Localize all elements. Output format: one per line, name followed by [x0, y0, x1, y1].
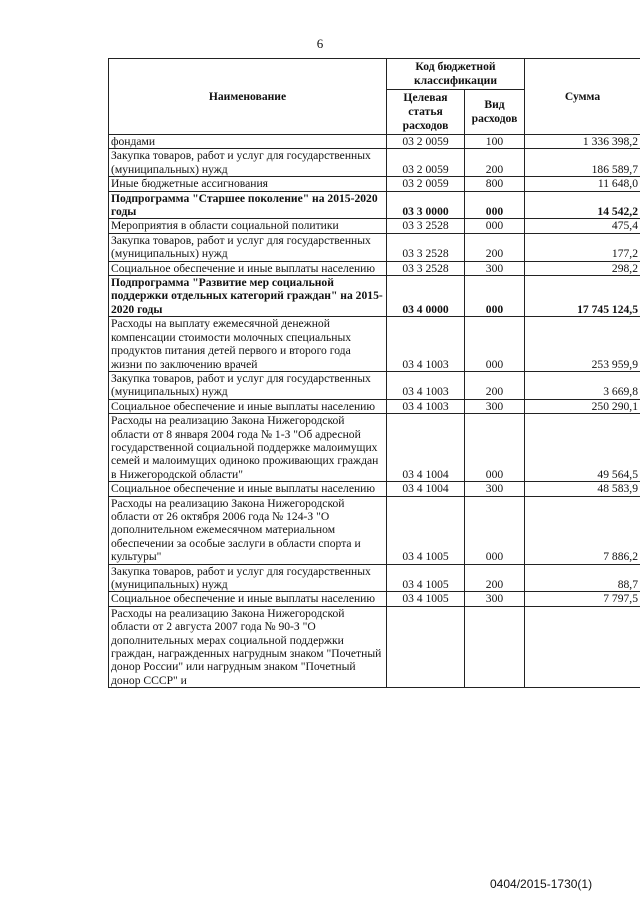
row-expense-type: 000: [465, 219, 525, 233]
row-expense-type: 000: [465, 191, 525, 219]
row-target-article: 03 4 1003: [387, 317, 465, 372]
row-sum: 49 564,5: [525, 414, 640, 482]
row-expense-type: 200: [465, 233, 525, 261]
row-expense-type: 000: [465, 496, 525, 564]
row-sum: 1 336 398,2: [525, 135, 640, 149]
row-name: Социальное обеспечение и иные выплаты населению: [109, 482, 387, 496]
document-number: 0404/2015-1730(1): [490, 877, 593, 891]
row-name: Иные бюджетные ассигнования: [109, 177, 387, 191]
row-target-article: 03 3 0000: [387, 191, 465, 219]
row-name: Закупка товаров, работ и услуг для государственных (муниципальных) нужд: [109, 371, 387, 399]
row-target-article: 03 4 1005: [387, 496, 465, 564]
table-row: [109, 177, 640, 191]
table-row: [109, 149, 640, 177]
row-sum: [525, 606, 640, 687]
row-expense-type: 800: [465, 177, 525, 191]
row-target-article: 03 4 1003: [387, 399, 465, 413]
row-sum: 17 745 124,5: [525, 276, 640, 317]
row-expense-type: 300: [465, 482, 525, 496]
row-name: Расходы на выплату ежемесячной денежной компенсации стоимости молочных специальных продуктов питания детей первого и второго года жизни по заключению врачей: [109, 317, 387, 372]
row-expense-type: 000: [465, 317, 525, 372]
table-row: [109, 482, 640, 496]
table-row: [109, 276, 640, 317]
table-body: [109, 135, 640, 688]
table-row: [109, 261, 640, 275]
row-target-article: 03 2 0059: [387, 149, 465, 177]
row-target-article: 03 2 0059: [387, 177, 465, 191]
table-row: [109, 371, 640, 399]
row-name: Расходы на реализацию Закона Нижегородской области от 8 января 2004 года № 1-З "Об адресной государственной социальной поддержке малоимущих семей и малоимущих одиноко проживающих граждан в Нижегородской области": [109, 414, 387, 482]
row-target-article: 03 4 1005: [387, 592, 465, 606]
table-row: [109, 564, 640, 592]
budget-table: [108, 58, 640, 688]
row-expense-type: [465, 606, 525, 687]
row-target-article: 03 4 0000: [387, 276, 465, 317]
row-sum: 253 959,9: [525, 317, 640, 372]
row-sum: 186 589,7: [525, 149, 640, 177]
table-row: [109, 399, 640, 413]
header-name: Наименование: [109, 59, 387, 135]
row-name: Подпрограмма "Развитие мер социальной поддержки отдельных категорий граждан" на 2015-2020 годы: [109, 276, 387, 317]
row-sum: 7 797,5: [525, 592, 640, 606]
row-expense-type: 300: [465, 261, 525, 275]
row-expense-type: 000: [465, 276, 525, 317]
table-row: [109, 135, 640, 149]
table-row: [109, 606, 640, 687]
row-sum: 475,4: [525, 219, 640, 233]
row-name: Закупка товаров, работ и услуг для государственных (муниципальных) нужд: [109, 564, 387, 592]
row-sum: 48 583,9: [525, 482, 640, 496]
row-sum: 7 886,2: [525, 496, 640, 564]
row-sum: 250 290,1: [525, 399, 640, 413]
row-expense-type: 300: [465, 592, 525, 606]
row-sum: 3 669,8: [525, 371, 640, 399]
header-target-article: Целевая статья расходов: [387, 90, 465, 135]
row-expense-type: 300: [465, 399, 525, 413]
row-name: Подпрограмма "Старшее поколение" на 2015-2020 годы: [109, 191, 387, 219]
table-row: [109, 233, 640, 261]
row-target-article: 03 4 1003: [387, 371, 465, 399]
row-name: Социальное обеспечение и иные выплаты населению: [109, 261, 387, 275]
row-name: Закупка товаров, работ и услуг для государственных (муниципальных) нужд: [109, 233, 387, 261]
row-sum: 88,7: [525, 564, 640, 592]
table-row: [109, 414, 640, 482]
row-sum: 298,2: [525, 261, 640, 275]
row-target-article: 03 4 1004: [387, 414, 465, 482]
table-row: [109, 317, 640, 372]
row-name: Расходы на реализацию Закона Нижегородской области от 2 августа 2007 года № 90-З "О дополнительных мерах социальной поддержки граждан, награжденных нагрудным знаком "Почетный донор России" или нагрудным знаком "Почетный донор СССР" и: [109, 606, 387, 687]
table-row: [109, 592, 640, 606]
row-name: Социальное обеспечение и иные выплаты населению: [109, 399, 387, 413]
row-name: Мероприятия в области социальной политики: [109, 219, 387, 233]
row-sum: 14 542,2: [525, 191, 640, 219]
table-row: [109, 496, 640, 564]
table-row: [109, 191, 640, 219]
row-target-article: 03 3 2528: [387, 233, 465, 261]
row-name: Закупка товаров, работ и услуг для государственных (муниципальных) нужд: [109, 149, 387, 177]
row-expense-type: 200: [465, 371, 525, 399]
row-name: Социальное обеспечение и иные выплаты населению: [109, 592, 387, 606]
header-sum: Сумма: [525, 59, 640, 135]
row-target-article: 03 4 1005: [387, 564, 465, 592]
row-target-article: 03 2 0059: [387, 135, 465, 149]
row-expense-type: 200: [465, 564, 525, 592]
header-expense-type: Вид расходов: [465, 90, 525, 135]
table-row: [109, 219, 640, 233]
row-name: фондами: [109, 135, 387, 149]
row-expense-type: 100: [465, 135, 525, 149]
row-sum: 177,2: [525, 233, 640, 261]
page-number: 6: [316, 36, 324, 51]
header-code-group: Код бюджетной классификации: [387, 59, 525, 90]
row-expense-type: 000: [465, 414, 525, 482]
row-name: Расходы на реализацию Закона Нижегородской области от 26 октября 2006 года № 124-З "О дополнительном ежемесячном материальном обеспечении за особые заслуги в области спорта и культуры": [109, 496, 387, 564]
row-expense-type: 200: [465, 149, 525, 177]
row-target-article: [387, 606, 465, 687]
row-sum: 11 648,0: [525, 177, 640, 191]
row-target-article: 03 3 2528: [387, 261, 465, 275]
row-target-article: 03 4 1004: [387, 482, 465, 496]
table-header: [109, 59, 640, 135]
row-target-article: 03 3 2528: [387, 219, 465, 233]
